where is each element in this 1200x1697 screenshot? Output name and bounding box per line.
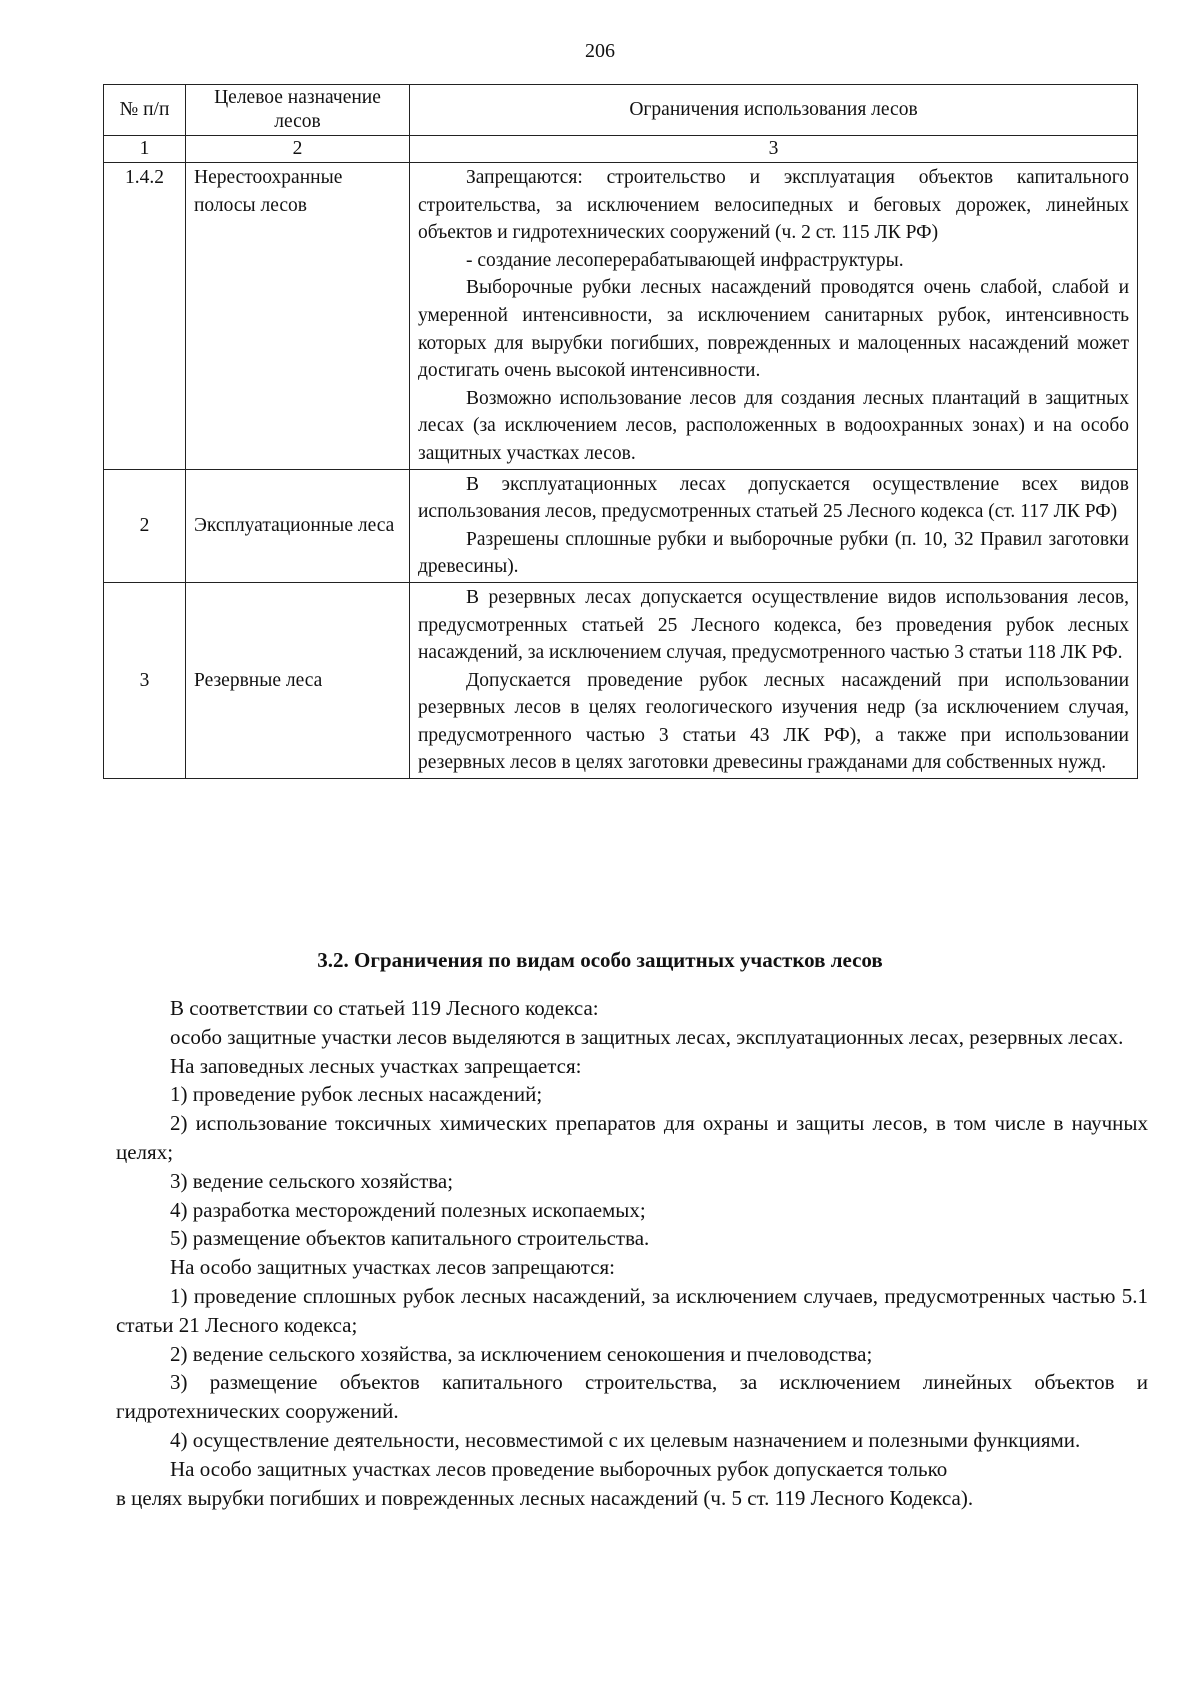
- body-paragraph: 1) проведение рубок лесных насаждений;: [170, 1082, 543, 1107]
- row-limits: [410, 163, 1138, 470]
- column-number-row: [104, 136, 1138, 163]
- table-header-row: [104, 85, 1138, 136]
- row-number: 1.4.2: [104, 163, 186, 470]
- header-purpose: Целевое назначение лесов: [186, 85, 410, 136]
- forest-limits-table: [103, 84, 1138, 779]
- body-paragraph: 3) ведение сельского хозяйства;: [170, 1168, 454, 1193]
- limits-paragraph: - создание лесоперерабатывающей инфраструктуры.: [466, 249, 904, 271]
- body-paragraph: в целях вырубки погибших и поврежденных лесных насаждений (ч. 5 ст. 119 Лесного Кодекса).: [116, 1485, 974, 1510]
- header-num: № п/п: [104, 85, 186, 136]
- row-purpose: Эксплуатационные леса: [186, 469, 410, 582]
- limits-paragraph: Запрещаются: строительство и эксплуатация объектов капитального строительства, за исключением велосипедных и беговых дорожек, линейных объектов и гидротехнических сооружений (ч. 2 ст. 115 ЛК РФ): [418, 167, 1129, 244]
- body-paragraph: 4) разработка месторождений полезных ископаемых;: [170, 1197, 646, 1222]
- page-number: 206: [585, 40, 615, 62]
- body-paragraph: На особо защитных участках лесов проведение выборочных рубок допускается только: [170, 1456, 948, 1481]
- column-number: 2: [186, 136, 410, 163]
- section-body: [116, 994, 1148, 1512]
- body-paragraph: 2) использование токсичных химических препаратов для охраны и защиты лесов, в том числе в научных целях;: [116, 1111, 1148, 1164]
- body-paragraph: На заповедных лесных участках запрещается:: [170, 1053, 582, 1078]
- row-number: 3: [104, 582, 186, 778]
- body-paragraph: 5) размещение объектов капитального строительства.: [170, 1226, 650, 1251]
- limits-paragraph: Разрешены сплошные рубки и выборочные рубки (п. 10, 32 Правил заготовки древесины).: [418, 528, 1129, 578]
- row-number: 2: [104, 469, 186, 582]
- row-limits: [410, 469, 1138, 582]
- limits-paragraph: Допускается проведение рубок лесных насаждений при использовании резервных лесов в целях геологического изучения недр (за исключением случая, предусмотренного частью 3 статьи 43 ЛК РФ), а также при использовании резервных лесов в целях заготовки древесины гражданами для собственных нужд.: [418, 669, 1129, 774]
- row-purpose: Нерестоохранные полосы лесов: [186, 163, 410, 470]
- header-limits: Ограничения использования лесов: [410, 85, 1138, 136]
- limits-paragraph: Возможно использование лесов для создания лесных плантаций в защитных лесах (за исключением лесов, расположенных в водоохранных зонах) и на особо защитных участках лесов.: [418, 387, 1129, 464]
- limits-paragraph: В резервных лесах допускается осуществление видов использования лесов, предусмотренных статьей 25 Лесного кодекса, без проведения рубок лесных насаждений, за исключением случая, предусмотренного частью 3 статьи 118 ЛК РФ.: [418, 586, 1129, 664]
- body-paragraph: 4) осуществление деятельности, несовместимой с их целевым назначением и полезными функциями.: [170, 1427, 1081, 1452]
- section-title: 3.2. Ограничения по видам особо защитных участков лесов: [317, 948, 883, 972]
- row-limits: [410, 582, 1138, 778]
- limits-paragraph: Выборочные рубки лесных насаждений проводятся очень слабой, слабой и умеренной интенсивности, за исключением санитарных рубок, интенсивность которых для вырубки погибших, поврежденных и малоценных насаждений может достигать очень высокой интенсивности.: [418, 277, 1129, 382]
- row-purpose: Резервные леса: [186, 582, 410, 778]
- column-number: 3: [410, 136, 1138, 163]
- table-row: [104, 163, 1138, 470]
- body-paragraph: В соответствии со статьей 119 Лесного кодекса:: [170, 996, 599, 1020]
- column-number: 1: [104, 136, 186, 163]
- table-row: [104, 582, 1138, 778]
- body-paragraph: особо защитные участки лесов выделяются в защитных лесах, эксплуатационных лесах, резервных лесах.: [170, 1024, 1124, 1049]
- body-paragraph: 3) размещение объектов капитального строительства, за исключением линейных объектов и гидротехнических сооружений.: [116, 1370, 1148, 1424]
- body-paragraph: 1) проведение сплошных рубок лесных насаждений, за исключением случаев, предусмотренных частью 5.1 статьи 21 Лесного кодекса;: [116, 1283, 1148, 1337]
- limits-paragraph: В эксплуатационных лесах допускается осуществление всех видов использования лесов, предусмотренных статьей 25 Лесного кодекса (ст. 117 ЛК РФ): [418, 473, 1129, 523]
- body-paragraph: 2) ведение сельского хозяйства, за исключением сенокошения и пчеловодства;: [170, 1341, 873, 1366]
- table-row: [104, 469, 1138, 582]
- body-paragraph: На особо защитных участках лесов запрещаются:: [170, 1255, 616, 1280]
